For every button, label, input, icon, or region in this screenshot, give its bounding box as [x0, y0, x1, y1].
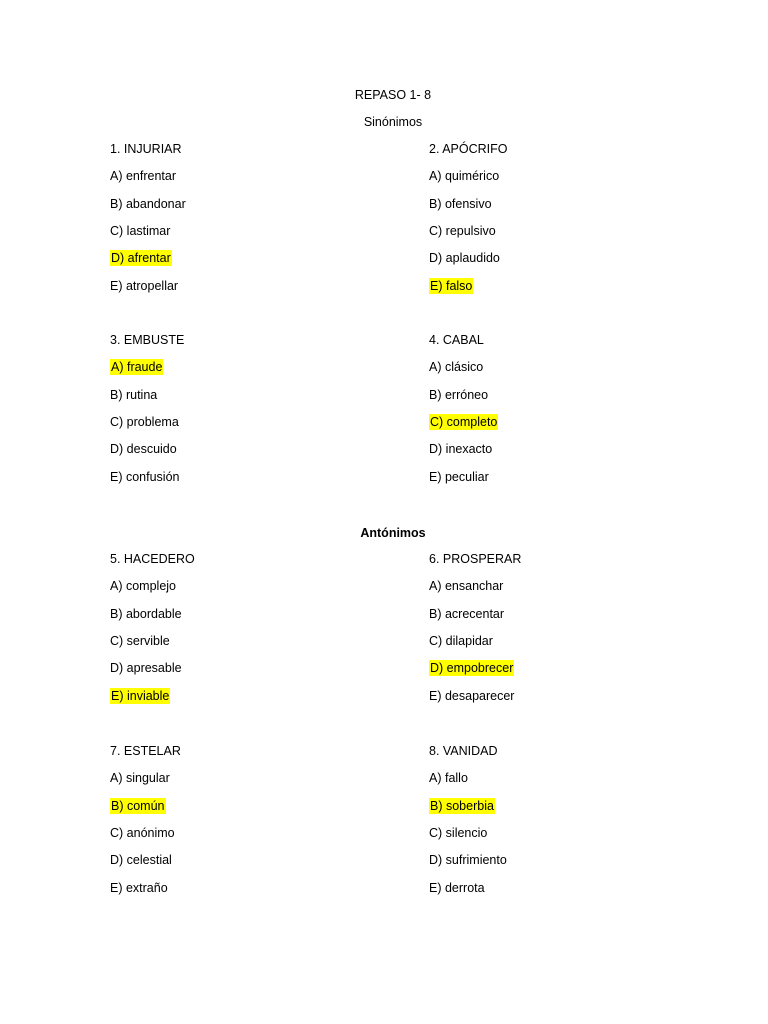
option-a: A) fallo: [429, 771, 468, 785]
option-e: E) derrota: [429, 881, 485, 895]
option-e: E) atropellar: [110, 279, 179, 293]
option-c: C) problema: [110, 415, 179, 429]
option-b: B) erróneo: [429, 388, 489, 402]
option-c-correct: C) completo: [430, 415, 498, 429]
question-heading: 5. HACEDERO: [110, 552, 195, 566]
option-e: E) desaparecer: [429, 689, 515, 703]
option-c: C) repulsivo: [429, 224, 496, 238]
option-b: B) abordable: [110, 607, 182, 621]
option-c: C) anónimo: [110, 826, 175, 840]
section-heading-antonyms: Antónimos: [360, 526, 426, 540]
option-e: E) extraño: [110, 881, 168, 895]
option-b-correct: B) común: [111, 799, 165, 813]
option-d: D) celestial: [110, 853, 172, 867]
option-a-correct: A) fraude: [111, 360, 163, 374]
option-d: D) sufrimiento: [429, 853, 507, 867]
option-a: A) ensanchar: [429, 579, 504, 593]
document-title: REPASO 1- 8: [354, 88, 432, 102]
option-a: A) enfrentar: [110, 169, 177, 183]
option-c: C) dilapidar: [429, 634, 493, 648]
option-d: D) aplaudido: [429, 251, 500, 265]
option-b: B) abandonar: [110, 197, 186, 211]
option-c: C) servible: [110, 634, 170, 648]
section-heading-synonyms: Sinónimos: [363, 115, 423, 129]
option-c: C) silencio: [429, 826, 488, 840]
question-heading: 4. CABAL: [429, 333, 484, 347]
option-d: D) descuido: [110, 442, 177, 456]
question-heading: 7. ESTELAR: [110, 744, 181, 758]
question-heading: 8. VANIDAD: [429, 744, 498, 758]
option-d-correct: D) afrentar: [111, 251, 171, 265]
option-e: E) confusión: [110, 470, 180, 484]
option-b: B) ofensivo: [429, 197, 492, 211]
option-c: C) lastimar: [110, 224, 171, 238]
option-e-correct: E) falso: [430, 279, 473, 293]
question-heading: 2. APÓCRIFO: [429, 142, 508, 156]
option-a: A) clásico: [429, 360, 484, 374]
option-d: D) apresable: [110, 661, 182, 675]
question-heading: 1. INJURIAR: [110, 142, 182, 156]
option-a: A) complejo: [110, 579, 176, 593]
option-a: A) quimérico: [429, 169, 500, 183]
option-b: B) acrecentar: [429, 607, 505, 621]
question-heading: 6. PROSPERAR: [429, 552, 522, 566]
option-b: B) rutina: [110, 388, 158, 402]
option-b-correct: B) soberbia: [430, 799, 494, 813]
option-e-correct: E) inviable: [111, 689, 170, 703]
option-a: A) singular: [110, 771, 170, 785]
question-heading: 3. EMBUSTE: [110, 333, 185, 347]
option-e: E) peculiar: [429, 470, 489, 484]
option-d-correct: D) empobrecer: [430, 661, 514, 675]
option-d: D) inexacto: [429, 442, 493, 456]
